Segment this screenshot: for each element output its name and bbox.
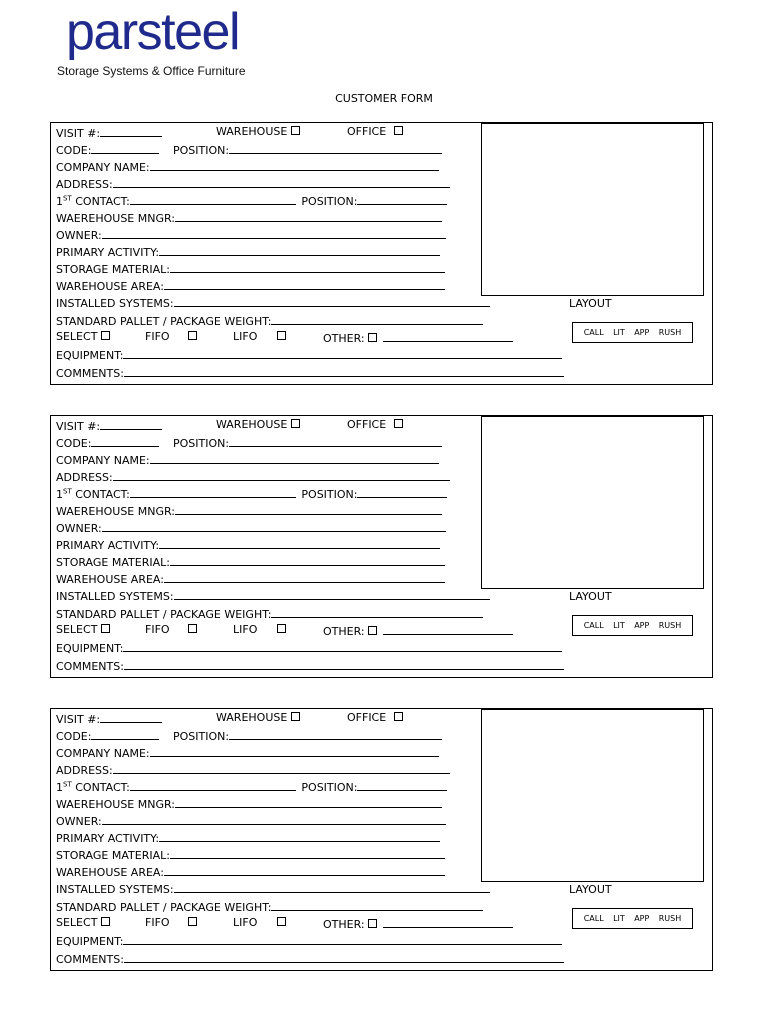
installed-systems-label: INSTALLED SYSTEMS: xyxy=(56,590,174,603)
warehouse-checkbox[interactable] xyxy=(291,419,300,428)
status-app[interactable]: APP xyxy=(634,914,650,923)
lifo-checkbox[interactable] xyxy=(277,624,286,633)
warehouse-label: WAREHOUSE xyxy=(216,125,288,138)
visit-label: VISIT #: xyxy=(56,713,101,726)
contact-number: 1 xyxy=(56,781,63,794)
status-options xyxy=(572,615,693,636)
pallet-weight-field[interactable] xyxy=(271,312,483,325)
warehouse-checkbox[interactable] xyxy=(291,126,300,135)
contact-ordinal: ST xyxy=(63,487,72,496)
select-label: SELECT xyxy=(56,916,98,929)
contact-field[interactable] xyxy=(130,485,296,498)
layout-label: LAYOUT xyxy=(569,590,612,603)
position-label: POSITION: xyxy=(172,437,230,450)
visit-label: VISIT #: xyxy=(56,127,101,140)
layout-sketch-area[interactable] xyxy=(481,709,704,882)
layout-label: LAYOUT xyxy=(569,297,612,310)
warehouse-label: WAREHOUSE xyxy=(216,418,288,431)
pallet-weight-label: STANDARD PALLET / PACKAGE WEIGHT: xyxy=(56,608,272,621)
fifo-label: FIFO xyxy=(145,916,170,929)
other-checkbox[interactable] xyxy=(368,919,377,928)
address-field[interactable] xyxy=(113,175,450,188)
company-name-field[interactable] xyxy=(150,744,439,757)
visit-field[interactable] xyxy=(100,124,162,137)
storage-material-field[interactable] xyxy=(170,553,445,566)
address-label: ADDRESS: xyxy=(56,764,113,777)
equipment-field[interactable] xyxy=(123,639,562,652)
lifo-label: LIFO xyxy=(233,916,258,929)
select-checkbox[interactable] xyxy=(101,331,110,340)
contact-number: 1 xyxy=(56,488,63,501)
owner-label: OWNER: xyxy=(56,815,102,828)
other-checkbox[interactable] xyxy=(368,333,377,342)
status-rush[interactable]: RUSH xyxy=(658,621,682,630)
layout-sketch-area[interactable] xyxy=(481,416,704,589)
pallet-weight-label: STANDARD PALLET / PACKAGE WEIGHT: xyxy=(56,315,272,328)
fifo-checkbox[interactable] xyxy=(188,331,197,340)
lifo-checkbox[interactable] xyxy=(277,917,286,926)
code-field[interactable] xyxy=(91,727,159,740)
office-label: OFFICE xyxy=(347,125,387,138)
office-checkbox[interactable] xyxy=(394,712,403,721)
equipment-field[interactable] xyxy=(123,932,562,945)
equipment-label: EQUIPMENT: xyxy=(56,349,124,362)
equipment-field[interactable] xyxy=(123,346,562,359)
select-checkbox[interactable] xyxy=(101,624,110,633)
other-field[interactable] xyxy=(383,622,513,635)
contact-field[interactable] xyxy=(130,192,296,205)
lifo-checkbox[interactable] xyxy=(277,331,286,340)
comments-label: COMMENTS: xyxy=(56,367,124,380)
contact-position-label: POSITION: xyxy=(301,195,358,208)
lifo-label: LIFO xyxy=(233,623,258,636)
contact-position-field[interactable] xyxy=(357,778,447,791)
comments-field[interactable] xyxy=(124,657,564,670)
status-rush[interactable]: RUSH xyxy=(658,914,682,923)
office-checkbox[interactable] xyxy=(394,126,403,135)
contact-label: CONTACT: xyxy=(71,781,130,794)
office-label: OFFICE xyxy=(347,711,387,724)
other-label: OTHER: xyxy=(323,625,365,638)
status-call[interactable]: CALL xyxy=(583,328,604,337)
comments-field[interactable] xyxy=(124,364,564,377)
fifo-checkbox[interactable] xyxy=(188,624,197,633)
warehouse-area-field[interactable] xyxy=(164,570,445,583)
installed-systems-label: INSTALLED SYSTEMS: xyxy=(56,883,174,896)
office-label: OFFICE xyxy=(347,418,387,431)
equipment-label: EQUIPMENT: xyxy=(56,935,124,948)
address-field[interactable] xyxy=(113,468,450,481)
status-lit[interactable]: LIT xyxy=(613,914,625,923)
comments-label: COMMENTS: xyxy=(56,660,124,673)
company-name-label: COMPANY NAME: xyxy=(56,454,150,467)
warehouse-manager-label: WAEREHOUSE MNGR: xyxy=(56,505,176,518)
contact-label: CONTACT: xyxy=(71,488,130,501)
page-title: CUSTOMER FORM xyxy=(335,92,433,105)
visit-field[interactable] xyxy=(100,417,162,430)
other-checkbox[interactable] xyxy=(368,626,377,635)
warehouse-area-label: WAREHOUSE AREA: xyxy=(56,866,164,879)
warehouse-manager-field[interactable] xyxy=(175,795,442,808)
customer-form-block xyxy=(50,122,713,385)
status-lit[interactable]: LIT xyxy=(613,328,625,337)
storage-material-label: STORAGE MATERIAL: xyxy=(56,263,170,276)
status-options xyxy=(572,322,693,343)
warehouse-manager-field[interactable] xyxy=(175,502,442,515)
other-field[interactable] xyxy=(383,329,513,342)
code-label: CODE: xyxy=(56,730,92,743)
other-label: OTHER: xyxy=(323,332,365,345)
installed-systems-field[interactable] xyxy=(174,880,490,893)
code-field[interactable] xyxy=(91,141,159,154)
code-label: CODE: xyxy=(56,144,92,157)
contact-position-label: POSITION: xyxy=(301,781,358,794)
code-field[interactable] xyxy=(91,434,159,447)
fifo-checkbox[interactable] xyxy=(188,917,197,926)
brand-logo: parsteel xyxy=(66,3,239,61)
position-field[interactable] xyxy=(229,141,442,154)
contact-position-label: POSITION: xyxy=(301,488,358,501)
contact-position-field[interactable] xyxy=(357,485,447,498)
installed-systems-field[interactable] xyxy=(174,294,490,307)
status-call[interactable]: CALL xyxy=(583,914,604,923)
primary-activity-field[interactable] xyxy=(159,829,440,842)
brand-tagline: Storage Systems & Office Furniture xyxy=(57,64,246,78)
owner-field[interactable] xyxy=(102,226,446,239)
pallet-weight-field[interactable] xyxy=(271,898,483,911)
equipment-label: EQUIPMENT: xyxy=(56,642,124,655)
primary-activity-field[interactable] xyxy=(159,243,440,256)
warehouse-label: WAREHOUSE xyxy=(216,711,288,724)
contact-ordinal: ST xyxy=(63,194,72,203)
installed-systems-label: INSTALLED SYSTEMS: xyxy=(56,297,174,310)
select-label: SELECT xyxy=(56,330,98,343)
storage-material-field[interactable] xyxy=(170,260,445,273)
address-label: ADDRESS: xyxy=(56,178,113,191)
status-rush[interactable]: RUSH xyxy=(658,328,682,337)
storage-material-field[interactable] xyxy=(170,846,445,859)
comments-label: COMMENTS: xyxy=(56,953,124,966)
contact-label: CONTACT: xyxy=(71,195,130,208)
warehouse-checkbox[interactable] xyxy=(291,712,300,721)
warehouse-manager-label: WAEREHOUSE MNGR: xyxy=(56,798,176,811)
visit-label: VISIT #: xyxy=(56,420,101,433)
company-name-field[interactable] xyxy=(150,158,439,171)
pallet-weight-label: STANDARD PALLET / PACKAGE WEIGHT: xyxy=(56,901,272,914)
warehouse-area-label: WAREHOUSE AREA: xyxy=(56,573,164,586)
other-field[interactable] xyxy=(383,915,513,928)
office-checkbox[interactable] xyxy=(394,419,403,428)
status-lit[interactable]: LIT xyxy=(613,621,625,630)
warehouse-area-field[interactable] xyxy=(164,863,445,876)
select-checkbox[interactable] xyxy=(101,917,110,926)
primary-activity-label: PRIMARY ACTIVITY: xyxy=(56,539,160,552)
warehouse-manager-field[interactable] xyxy=(175,209,442,222)
position-label: POSITION: xyxy=(172,144,230,157)
position-field[interactable] xyxy=(229,434,442,447)
layout-sketch-area[interactable] xyxy=(481,123,704,296)
installed-systems-field[interactable] xyxy=(174,587,490,600)
primary-activity-label: PRIMARY ACTIVITY: xyxy=(56,832,160,845)
layout-label: LAYOUT xyxy=(569,883,612,896)
storage-material-label: STORAGE MATERIAL: xyxy=(56,556,170,569)
address-label: ADDRESS: xyxy=(56,471,113,484)
contact-number: 1 xyxy=(56,195,63,208)
warehouse-area-field[interactable] xyxy=(164,277,445,290)
company-name-label: COMPANY NAME: xyxy=(56,747,150,760)
owner-field[interactable] xyxy=(102,812,446,825)
code-label: CODE: xyxy=(56,437,92,450)
owner-label: OWNER: xyxy=(56,229,102,242)
company-name-field[interactable] xyxy=(150,451,439,464)
status-call[interactable]: CALL xyxy=(583,621,604,630)
warehouse-manager-label: WAEREHOUSE MNGR: xyxy=(56,212,176,225)
position-field[interactable] xyxy=(229,727,442,740)
primary-activity-label: PRIMARY ACTIVITY: xyxy=(56,246,160,259)
fifo-label: FIFO xyxy=(145,330,170,343)
contact-position-field[interactable] xyxy=(357,192,447,205)
company-name-label: COMPANY NAME: xyxy=(56,161,150,174)
lifo-label: LIFO xyxy=(233,330,258,343)
position-label: POSITION: xyxy=(172,730,230,743)
other-label: OTHER: xyxy=(323,918,365,931)
contact-field[interactable] xyxy=(130,778,296,791)
contact-ordinal: ST xyxy=(63,780,72,789)
customer-form-block xyxy=(50,415,713,678)
warehouse-area-label: WAREHOUSE AREA: xyxy=(56,280,164,293)
visit-field[interactable] xyxy=(100,710,162,723)
status-app[interactable]: APP xyxy=(634,328,650,337)
owner-label: OWNER: xyxy=(56,522,102,535)
customer-form-block xyxy=(50,708,713,971)
primary-activity-field[interactable] xyxy=(159,536,440,549)
pallet-weight-field[interactable] xyxy=(271,605,483,618)
comments-field[interactable] xyxy=(124,950,564,963)
select-label: SELECT xyxy=(56,623,98,636)
status-app[interactable]: APP xyxy=(634,621,650,630)
fifo-label: FIFO xyxy=(145,623,170,636)
address-field[interactable] xyxy=(113,761,450,774)
storage-material-label: STORAGE MATERIAL: xyxy=(56,849,170,862)
owner-field[interactable] xyxy=(102,519,446,532)
status-options xyxy=(572,908,693,929)
